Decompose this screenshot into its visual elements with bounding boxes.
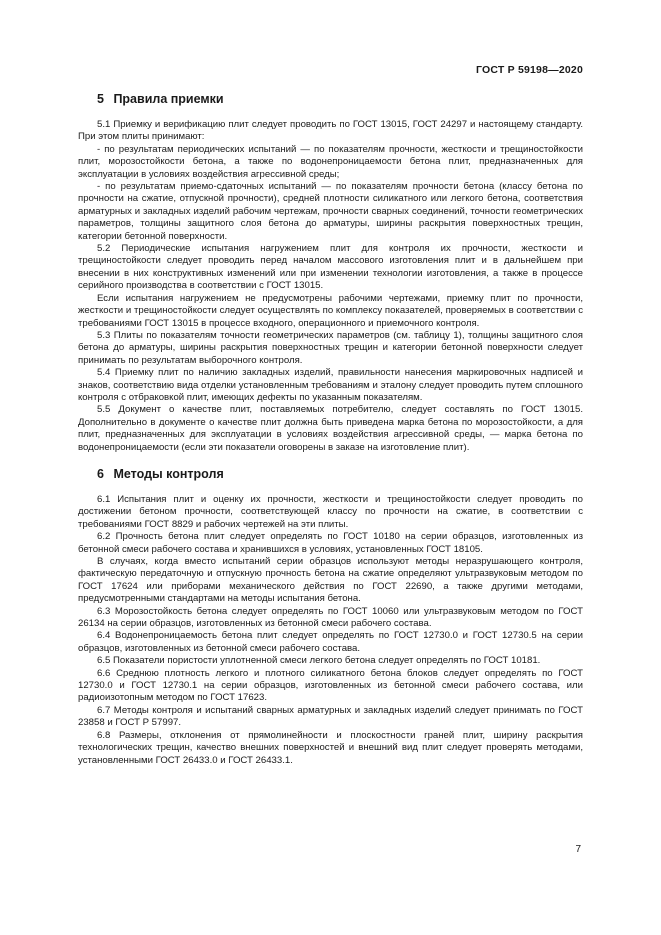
section-5-heading xyxy=(78,92,583,107)
paragraph-6-2: 6.2 Прочность бетона плит следует определять по ГОСТ 10180 на серии образцов, изготовленных из бетонной смеси рабочего состава и хранившихся в условиях, установленных ГОСТ 18105. xyxy=(78,531,583,555)
paragraph-5-2-cont: Если испытания нагружением не предусмотрены рабочими чертежами, приемку плит по прочности, жесткости и трещиностойкости следует осуществлять по комплексу показателей, проверяемых в соответствии с требованиями ГОСТ 13015 в процессе входного, операционного и приемочного контроля. xyxy=(78,292,583,329)
paragraph-6-1: 6.1 Испытания плит и оценку их прочности, жесткости и трещиностойкости следует проводить по достижении бетоном прочности, соответствующей классу по прочности на сжатие, в соответствии с требованиями ГОСТ 8829 и рабочих чертежей на эти плиты. xyxy=(78,493,583,530)
document-code: ГОСТ Р 59198—2020 xyxy=(475,64,583,76)
section-6-title: Методы контроля xyxy=(113,466,224,481)
paragraph-5-1-item-periodic: - по результатам периодических испытаний — по показателям прочности, жесткости и трещиностойкости плит, морозостойкости бетона, а также по водонепроницаемости бетона плит, предназначенных для эксплуатации в условиях воздействия агрессивной среды; xyxy=(78,143,583,180)
paragraph-6-6: 6.6 Среднюю плотность легкого и плотного силикатного бетона блоков следует определять по ГОСТ 12730.0 и ГОСТ 12730.1 на серии образцов, изготовленных из бетонной смеси рабочего состава, или радиоизотопным методом по ГОСТ 17623. xyxy=(78,667,583,704)
section-6-number: 6 xyxy=(97,466,104,481)
page-content xyxy=(78,92,583,767)
paragraph-5-1-item-acceptance: - по результатам приемо-сдаточных испытаний — по показателям прочности бетона (классу бетона по прочности на сжатие, отпускной прочности), средней плотности силикатного или легкого бетона, соответствия арматурных и закладных изделий рабочим чертежам, прочности сварных соединений, точности геометрических параметров, толщины защитного слоя бетона до арматуры, ширины раскрытия поверхностных трещин, категории бетонной поверхности. xyxy=(78,181,583,242)
page-number: 7 xyxy=(575,844,581,855)
section-6-heading xyxy=(78,467,583,482)
paragraph-5-1: 5.1 Приемку и верификацию плит следует проводить по ГОСТ 13015, ГОСТ 24297 и настоящему стандарту. При этом плиты принимают: xyxy=(78,119,583,143)
paragraph-6-3: 6.3 Морозостойкость бетона следует определять по ГОСТ 10060 или ультразвуковым методом по ГОСТ 26134 на серии образцов, изготовленных из бетонной смеси рабочего состава. xyxy=(78,605,583,630)
paragraph-6-4: 6.4 Водонепроницаемость бетона плит следует определять по ГОСТ 12730.0 и ГОСТ 12730.5 на серии образцов, изготовленных из бетонной смеси рабочего состава. xyxy=(78,630,583,654)
paragraph-5-4: 5.4 Приемку плит по наличию закладных изделий, правильности нанесения маркировочных надписей и знаков, соответствию вида отделки установленным требованиям и эталону следует проводить путем сплошного контроля с отбраковкой плит, имеющих дефекты по указанным показателям. xyxy=(78,367,583,403)
paragraph-5-3: 5.3 Плиты по показателям точности геометрических параметров (см. таблицу 1), толщины защитного слоя бетона до арматуры, ширины раскрытия поверхностных трещин и категории бетонной поверхности следует принимать по результатам выборочного контроля. xyxy=(78,329,583,366)
section-5-number: 5 xyxy=(97,92,104,106)
paragraph-6-2-cont: В случаях, когда вместо испытаний серии образцов используют методы неразрушающего контроля, фактическую передаточную и отпускную прочность бетона на сжатие определяют ультразвуковым методом по ГОСТ 17624 или приборами механического действия по ГОСТ 22690, а также другими методами, предусмотренными стандартами на методы испытания бетона. xyxy=(78,556,583,605)
paragraph-5-2: 5.2 Периодические испытания нагружением плит для контроля их прочности, жесткости и трещиностойкости следует проводить перед началом массового изготовления плит и в дальнейшем при внесении в них конструктивных изменений или при изменении технологии изготовления, а также в процессе серийного производства в соответствии с ГОСТ 13015. xyxy=(78,243,583,292)
paragraph-6-5: 6.5 Показатели пористости уплотненной смеси легкого бетона следует определять по ГОСТ 10181. xyxy=(97,655,541,667)
paragraph-6-7: 6.7 Методы контроля и испытаний сварных арматурных и закладных изделий следует принимать по ГОСТ 23858 и ГОСТ Р 57997. xyxy=(78,704,583,729)
paragraph-5-5: 5.5 Документ о качестве плит, поставляемых потребителю, следует составлять по ГОСТ 13015. Дополнительно в документе о качестве плит должна быть приведена марка бетона по морозостойкости, а для плит, предназначенных для эксплуатации в условиях воздействия агрессивной среды, — марка бетона по водонепроницаемости (если эти показатели оговорены в заказе на изготовление плит). xyxy=(78,404,583,453)
section-5-title: Правила приемки xyxy=(113,92,224,106)
paragraph-6-8: 6.8 Размеры, отклонения от прямолинейности и плоскостности граней плит, ширину раскрытия технологических трещин, качество внешних поверхностей и внешний вид плит следует проверять методами, установленными ГОСТ 26433.0 и ГОСТ 26433.1. xyxy=(78,729,583,766)
